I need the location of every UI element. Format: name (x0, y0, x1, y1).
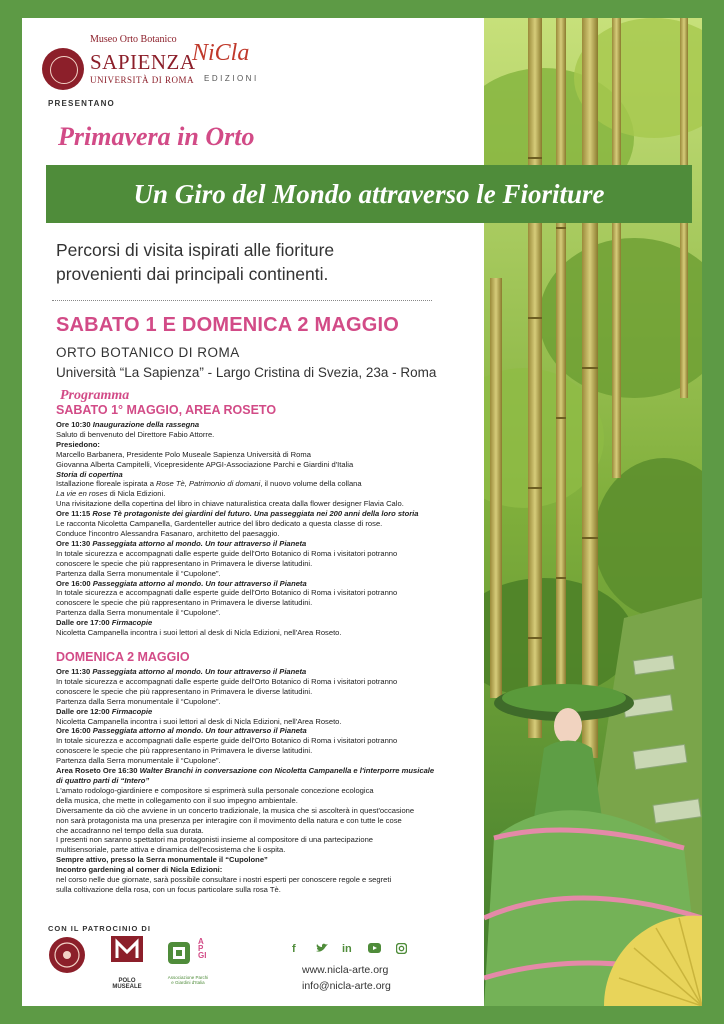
schedule-line: Dalle ore 17:00 Firmacopie (56, 618, 153, 628)
nicla-logo: NiCla (192, 40, 250, 66)
event-title: Un Giro del Mondo attraverso le Fioriture (133, 179, 605, 209)
schedule-line: In totale sicurezza e accompagnati dalle esperte guide dell'Orto Botanico di Roma i visitatori potranno (56, 676, 398, 686)
schedule-line: Istallazione floreale ispirata a Rose Tè, Patrimonio di domani, il nuovo volume della collana (56, 479, 362, 489)
intro-text (56, 238, 436, 286)
intro-line: Percorsi di visita ispirati alle fioriture (56, 240, 335, 260)
schedule-line: conoscere le specie che più rappresentano in Primavera le diverse latitudini. (56, 558, 313, 568)
schedule-line: che accadranno nel tempo della sua durata. (56, 825, 204, 835)
schedule-line: multisensoriale, parte attiva e dinamica dell'ecosistema che li ospita. (56, 845, 286, 855)
schedule-line: Area Roseto Ore 16:30 Walter Branchi in conversazione con Nicoletta Campanella e l'interporre musicale (56, 766, 435, 776)
intro-line: provenienti dai principali continenti. (56, 264, 329, 284)
schedule-line: sulla coltivazione della rosa, con un focus particolare sulla rosa Tè. (56, 884, 281, 894)
schedule-line: I presenti non saranno spettatori ma protagonisti insieme al compositore di una partecipazione (56, 835, 374, 845)
schedule-line: Ore 11:15 Rose Tè protagoniste dei giardini del futuro. Una passeggiata nei 200 anni della loro storia (56, 509, 419, 519)
schedule-line: Nicoletta Campanella incontra i suoi lettori al desk di Nicla Edizioni, nell'Area Roseto. (56, 716, 342, 726)
schedule-line: Nicoletta Campanella incontra i suoi lettori al desk di Nicla Edizioni, nell'Area Roseto. (56, 628, 342, 638)
twitter-icon[interactable] (316, 943, 328, 956)
schedule-line: Ore 11:30 Passeggiata attorno al mondo. Un tour attraverso il Pianeta (56, 538, 307, 548)
apgi-logo (166, 936, 210, 985)
schedule-line: Ore 11:30 Passeggiata attorno al mondo. Un tour attraverso il Pianeta (56, 667, 307, 676)
schedule-line: Sempre attivo, presso la Serra monumentale il “Cupolone” (56, 855, 268, 865)
sapienza-patron-logo (48, 936, 86, 979)
polo-museale-label: POLO MUSEALE (112, 978, 142, 990)
museo-label: Museo Orto Botanico (90, 34, 177, 45)
event-address: Università “La Sapienza” - Largo Cristina di Svezia, 23a - Roma (56, 365, 437, 380)
schedule-line: In totale sicurezza e accompagnati dalle esperte guide dell'Orto Botanico di Roma i visitatori potranno (56, 736, 398, 746)
schedule-line: Partenza dalla Serra monumentale il “Cupolone”. (56, 756, 221, 766)
schedule-line: Incontro gardening al corner di Nicla Edizioni: (56, 865, 223, 875)
schedule-line: Partenza dalla Serra monumentale il “Cupolone”. (56, 608, 221, 618)
schedule-line: conoscere le specie che più rappresentano in Primavera le diverse latitudini. (56, 746, 313, 756)
schedule-line: non sarà protagonista ma una presenza per interagire con il movimento della natura e con tutte le cose (56, 815, 402, 825)
polo-museale-logo (106, 936, 148, 990)
sapienza-subtitle: UNIVERSITÀ DI ROMA (90, 75, 194, 85)
schedule-line: Una rivisitazione della copertina del libro in chiave naturalistica creata dalla flower designer Flavia Calo. (56, 499, 404, 509)
schedule-line: di quattro parti di “Intero” (56, 775, 150, 785)
schedule-line: della musica, che mette in collegamento con il suo impegno ambientale. (56, 795, 298, 805)
schedule-line: In totale sicurezza e accompagnati dalle esperte guide dell'Orto Botanico di Roma i visitatori potranno (56, 588, 398, 598)
schedule-line: La vie en roses di Nicla Edizioni. (56, 489, 166, 499)
event-dates: SABATO 1 E DOMENICA 2 MAGGIO (56, 314, 400, 336)
schedule-line: conoscere le specie che più rappresentano in Primavera le diverse latitudini. (56, 686, 313, 696)
schedule-line: Le racconta Nicoletta Campanella, Gardenteller autrice del libro dedicato a questa classe di rose. (56, 519, 383, 529)
apgi-sub: Associazione Parchi e Giardini d'Italia (167, 975, 209, 985)
nicla-edizioni: EDIZIONI (204, 74, 259, 83)
schedule-line: Dalle ore 12:00 Firmacopie (56, 706, 153, 716)
schedule-line: Saluto di benvenuto del Direttore Fabio Attorre. (56, 429, 215, 439)
schedule-line: Marcello Barbanera, Presidente Polo Museale Sapienza Università di Roma (56, 449, 311, 459)
schedule-line: In totale sicurezza e accompagnati dalle esperte guide dell'Orto Botanico di Roma i visitatori potranno (56, 548, 398, 558)
saturday-schedule (56, 420, 419, 638)
event-series-title: Primavera in Orto (58, 122, 255, 151)
schedule-line: conoscere le specie che più rappresentano in Primavera le diverse latitudini. (56, 598, 313, 608)
schedule-line: Ore 16:00 Passeggiata attorno al mondo. Un tour attraverso il Pianeta (56, 578, 307, 588)
event-venue: ORTO BOTANICO DI ROMA (56, 345, 240, 360)
schedule-line: Diversamente da ciò che avviene in un concerto tradizionale, la musica che si ascolterà in quest'occasione (56, 805, 415, 815)
sapienza-seal-logo (42, 48, 84, 90)
schedule-line: nel corso nelle due giornate, sarà possibile consultare i nostri esperti per conoscere regole e segreti (56, 875, 392, 885)
program-heading: Programma (60, 388, 130, 403)
schedule-line: Ore 16:00 Passeggiata attorno al mondo. Un tour attraverso il Pianeta (56, 726, 307, 736)
youtube-icon[interactable] (368, 943, 381, 956)
presentano-label: PRESENTANO (48, 99, 115, 108)
sunday-schedule (56, 667, 434, 895)
apgi-label: APGI (198, 937, 207, 960)
schedule-line: Giovanna Alberta Campitelli, Vicepresidente APGI-Associazione Parchi e Giardini d'Italia (56, 459, 354, 469)
facebook-icon[interactable]: f (292, 943, 296, 955)
website-link[interactable]: www.nicla-arte.org (302, 964, 389, 976)
instagram-icon[interactable] (396, 943, 407, 957)
sapienza-name: SAPIENZA (90, 50, 196, 74)
schedule-line: Storia di copertina (56, 469, 123, 479)
schedule-line: Presiedono: (56, 439, 100, 449)
patronage-label: CON IL PATROCINIO DI (48, 924, 151, 933)
linkedin-icon[interactable]: in (342, 943, 352, 955)
email-link[interactable]: info@nicla-arte.org (302, 980, 391, 992)
schedule-line: Ore 10:30 Inaugurazione della rassegna (56, 420, 200, 429)
schedule-line: Partenza dalla Serra monumentale il “Cupolone”. (56, 568, 221, 578)
sunday-heading: DOMENICA 2 MAGGIO (56, 650, 190, 664)
poster (22, 18, 702, 1006)
saturday-heading: SABATO 1° MAGGIO, AREA ROSETO (56, 403, 277, 417)
schedule-line: L'amato rodologo-giardiniere e compositore si esprimerà sulla personale concezione ecologica (56, 785, 374, 795)
schedule-line: Partenza dalla Serra monumentale il “Cupolone”. (56, 696, 221, 706)
divider (52, 300, 432, 301)
schedule-line: Conduce l'incontro Alessandra Fasanaro, architetto del paesaggio. (56, 528, 280, 538)
